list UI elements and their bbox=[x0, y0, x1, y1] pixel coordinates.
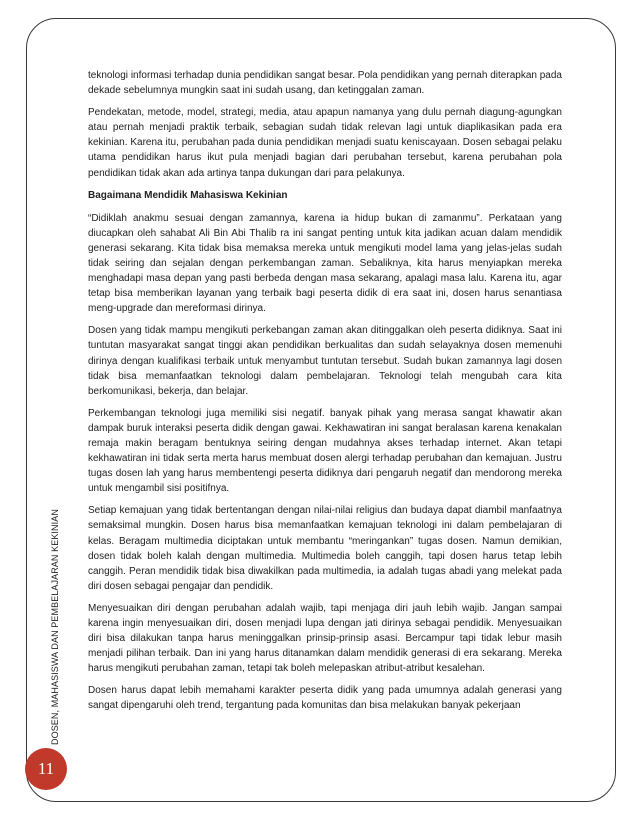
section-heading: Bagaimana Mendidik Mahasiswa Kekinian bbox=[88, 189, 288, 201]
paragraph-4: Dosen yang tidak mampu mengikuti perkebangan zaman akan ditinggalkan oleh peserta didiknya. Saat ini tuntutan masyarakat sangat tinggi akan pendidikan berkualitas dan sudah selayaknya dosen memenuhi dirinya dengan kualifikasi terbaik untuk menyambut tuntutan tersebut. Sudah bukan zamannya lagi dosen tidak bisa memanfaatkan teknologi dalam pembelajaran. Teknologi telah mengubah cara kita berkomunikasi, bekerja, dan belajar. bbox=[88, 325, 562, 397]
running-title-vertical: DOSEN, MAHASISWA DAN PEMBELAJARAN KEKINIAN bbox=[50, 509, 60, 745]
paragraph-5: Perkembangan teknologi juga memiliki sisi negatif. banyak pihak yang merasa sangat khawatir akan dampak buruk interaksi peserta didik dengan gawai. Kekhawatiran ini sangat beralasan karena kenakalan remaja makin beragam bentuknya seiring dengan mudahnya akses terhadap internet. Akan tetapi kekhawatiran ini tidak serta merta harus membuat dosen alergi terhadap perubahan dan kemajuan. Justru tugas dosen lah yang harus membentengi peserta didiknya dari pengaruh negatif dan mendorong mereka untuk mengambil sisi positifnya. bbox=[88, 407, 562, 495]
paragraph-1: teknologi informasi terhadap dunia pendidikan sangat besar. Pola pendidikan yang pernah diterapkan pada dekade sebelumnya mungkin saat ini sudah usang, dan ketinggalan zaman. bbox=[88, 70, 562, 97]
paragraph-2: Pendekatan, metode, model, strategi, media, atau apapun namanya yang dulu pernah diagung-agungkan atau pernah menjadi praktik terbaik, sebagian sudah tidak relevan lagi untuk diaplikasikan pada era kekinian. Karena itu, perubahan pada dunia pendidikan menjadi suatu keniscayaan. Dosen sebagai pelaku utama pendidikan harus ikut pula menjadi bagian dari perubahan tersebut, karena perubahan pola pendidikan tidak akan ada artinya tanpa dukungan dari para pelakunya. bbox=[88, 107, 562, 179]
paragraph-7: Menyesuaikan diri dengan perubahan adalah wajib, tapi menjaga diri jauh lebih wajib. Jangan sampai karena ingin menyesuaikan diri, dosen menjadi lupa dengan jati dirinya sebagai pendidik. Menyesuaikan diri bisa dilakukan tanpa harus meninggalkan prinsip-prinsip asasi. Bercampur tapi tidak lebur masih menjadi pilihan terbaik. Dan ini yang harus ditanamkan dalam mendidik generasi di era sekarang. Mereka harus mengikuti perubahan zaman, tetapi tak boleh melepaskan atribut-atribut kesalehan. bbox=[88, 602, 562, 675]
paragraph-3: “Didiklah anakmu sesuai dengan zamannya, karena ia hidup bukan di zamanmu”. Perkataan yang diucapkan oleh sahabat Ali Bin Abi Thalib ra ini sangat penting untuk kita jadikan acuan dalam mendidik generasi sekarang. Kita tidak bisa memaksa mereka untuk mengikuti model lama yang jelas-jelas sudah tidak seiring dan sejalan dengan perkembangan zaman. Sebaliknya, kita harus menyiapkan mereka menghadapi masa depan yang pasti berbeda dengan masa sekarang, apalagi masa lalu. Karena itu, agar tetap bisa memberikan layanan yang terbaik bagi peserta didik di era saat ini, dosen harus senantiasa meng-upgrade dan mereformasi dirinya. bbox=[88, 212, 562, 315]
paragraph-6: Setiap kemajuan yang tidak bertentangan dengan nilai-nilai religius dan budaya dapat diambil manfaatnya semaksimal mungkin. Dosen harus bisa memanfaatkan kemajuan teknologi ini dalam pembelajaran di kelas. Beragam multimedia diciptakan untuk membantu “meringankan” tugas dosen. Namun demikian, dosen tidak boleh kalah dengan multimedia. Multimedia boleh canggih, tapi dosen harus tetap lebih canggih. Peran mendidik tidak bisa diwakilkan pada multimedia, ia adalah tugas abadi yang melekat pada diri dosen sebagai pengajar dan pendidik. bbox=[88, 505, 562, 592]
paragraph-8: Dosen harus dapat lebih memahami karakter peserta didik yang pada umumnya adalah generasi yang sangat dipengaruhi oleh trend, tergantung pada komunitas dan bisa melakukan banyak pekerjaan bbox=[88, 685, 562, 712]
page-number-badge: 11 bbox=[25, 748, 67, 790]
body-text bbox=[88, 68, 562, 721]
